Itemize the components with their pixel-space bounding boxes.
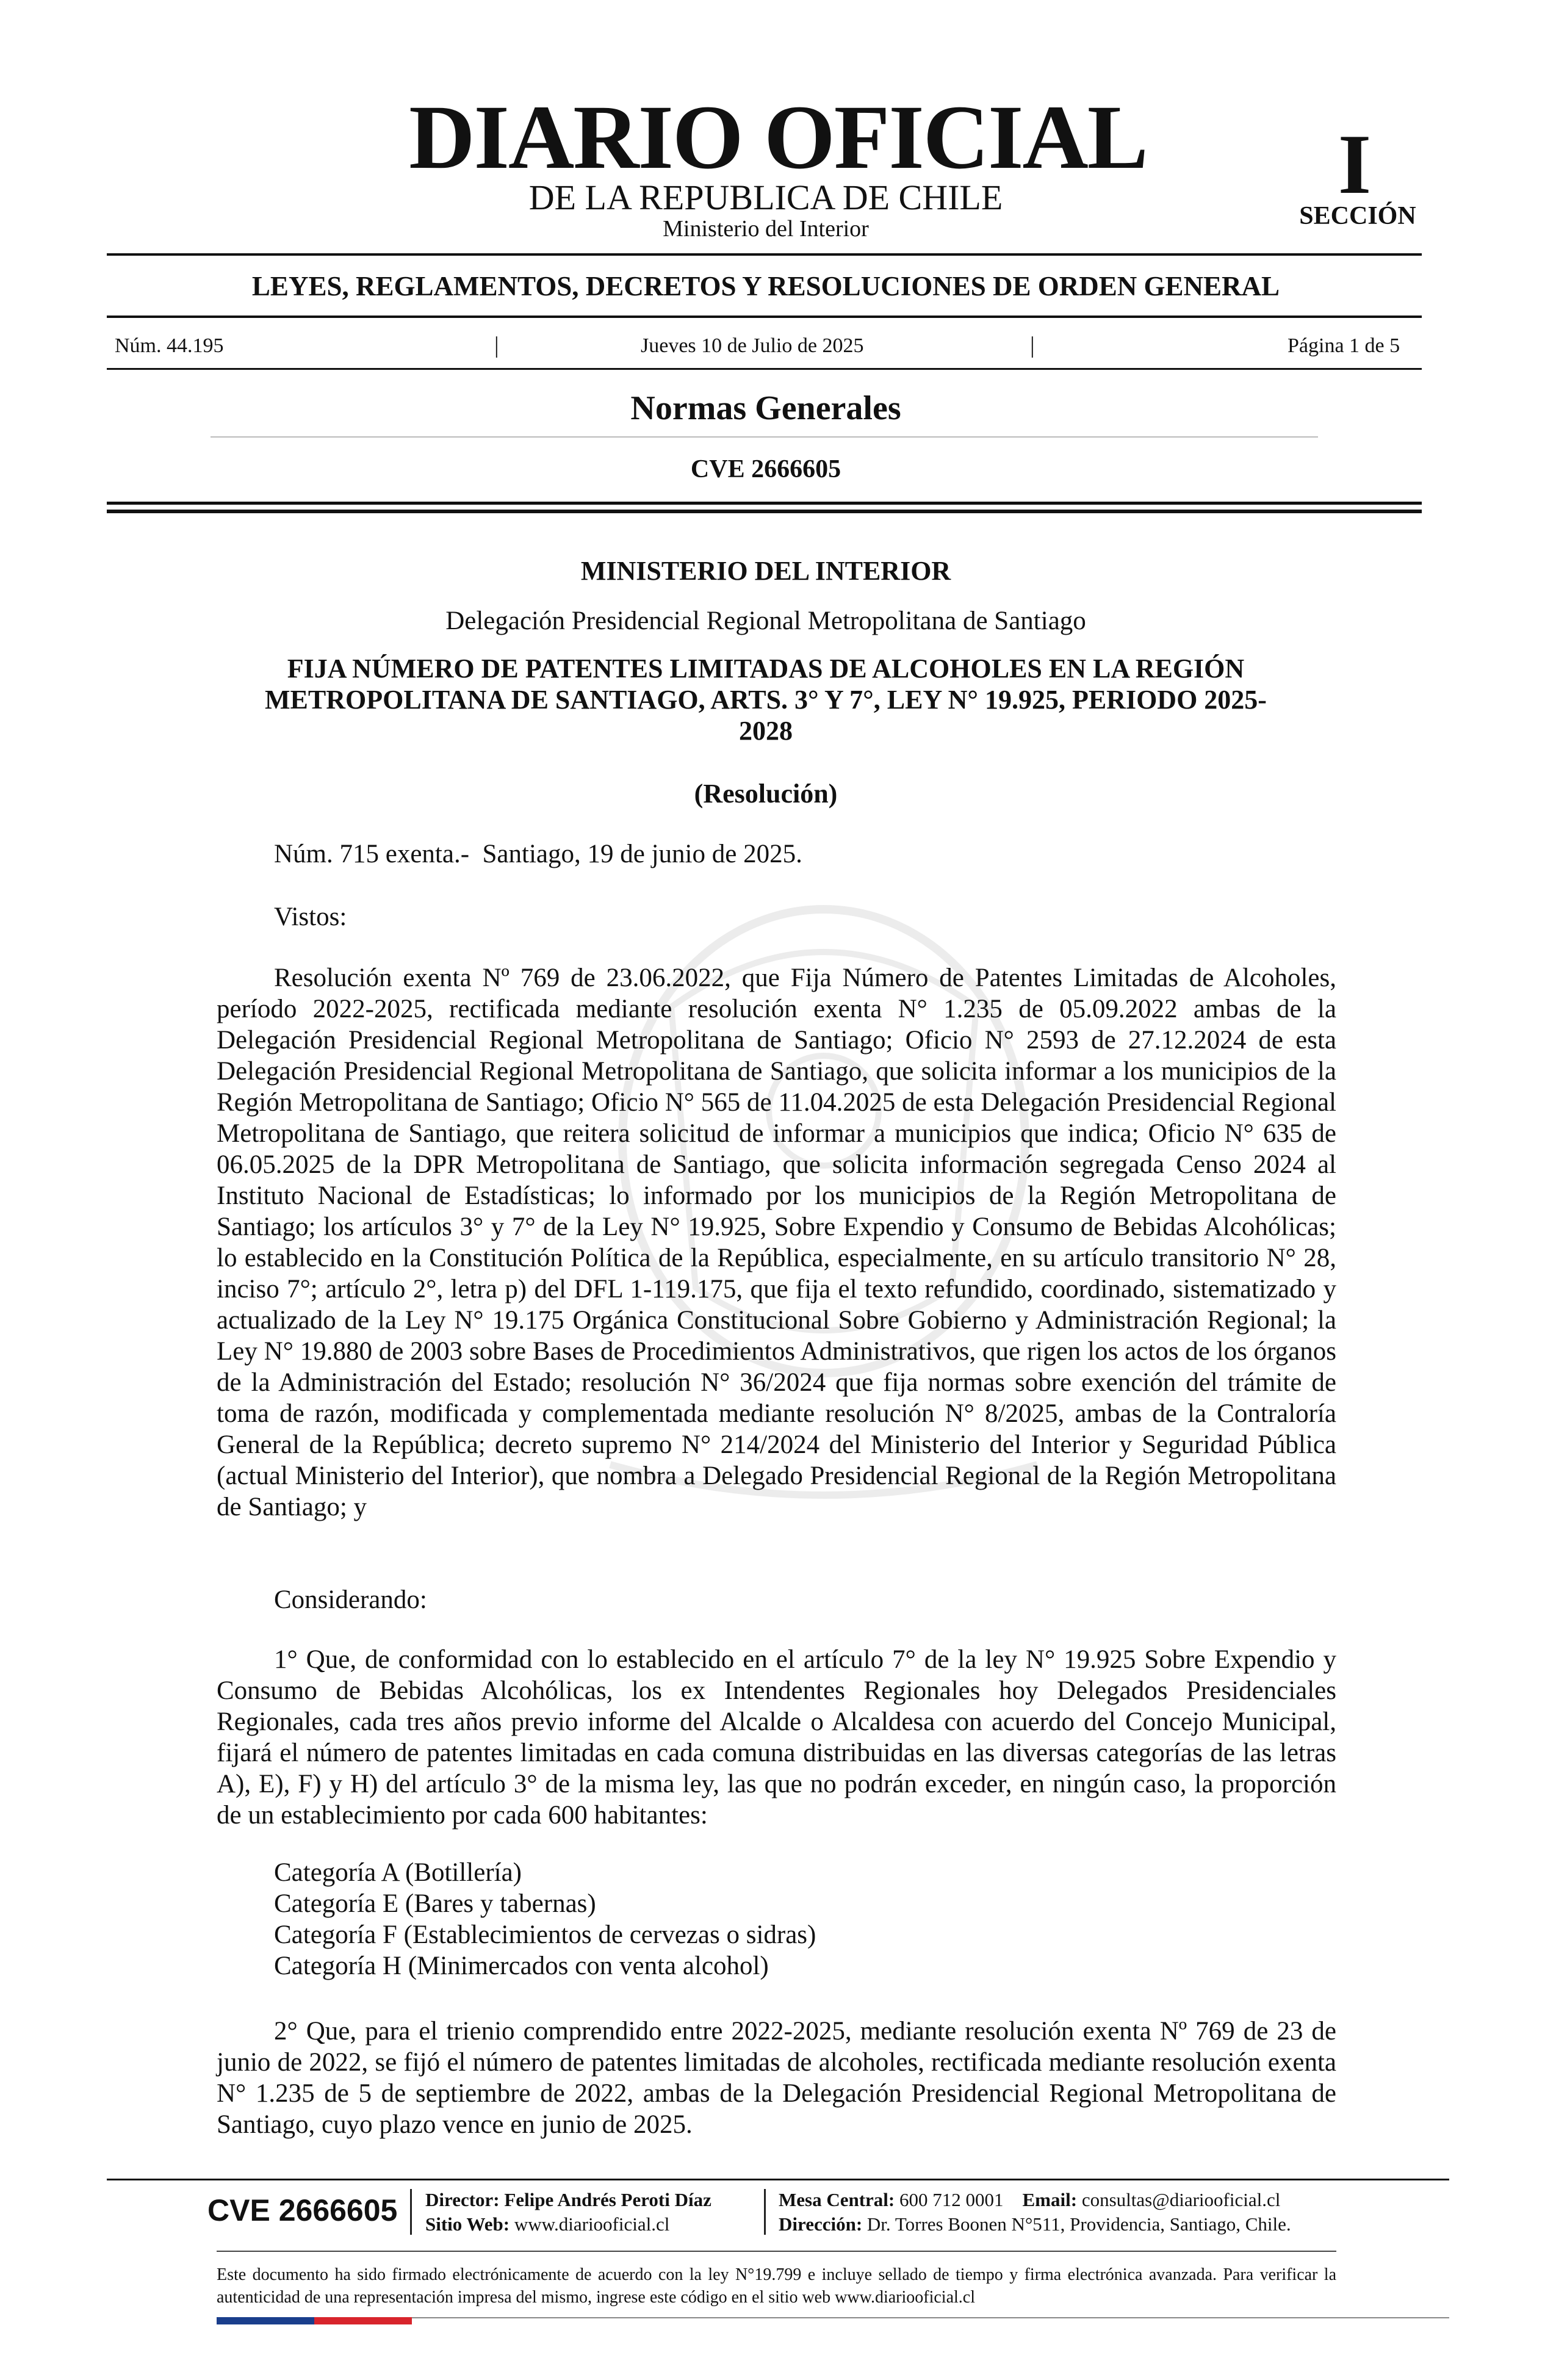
website-link[interactable]: www.diariooficial.cl	[514, 2213, 670, 2235]
phone-label: Mesa Central:	[779, 2189, 895, 2210]
considerando-label: Considerando:	[274, 1585, 427, 1614]
meta-separator: |	[494, 333, 499, 358]
footer-separator	[410, 2189, 412, 2235]
footer-cve-code: CVE 2666605	[207, 2193, 398, 2227]
footer-separator	[764, 2189, 766, 2235]
page-indicator: Página 1 de 5	[1288, 334, 1400, 357]
section-label: SECCIÓN	[1299, 202, 1416, 230]
email-label: Email:	[1022, 2189, 1078, 2210]
newspaper-title: DIARIO OFICIAL	[409, 87, 1147, 188]
footer-director-block	[425, 2188, 711, 2237]
web-label: Sitio Web:	[425, 2213, 510, 2235]
category-list	[274, 1857, 816, 1982]
double-rule-bottom	[107, 510, 1422, 513]
meta-separator: |	[1030, 333, 1035, 358]
delegation-heading: Delegación Presidencial Regional Metropolitana de Santiago	[445, 607, 1086, 635]
footer-contact-block	[779, 2188, 1291, 2237]
director-label: Director:	[425, 2189, 500, 2210]
meta-divider	[107, 368, 1422, 370]
vistos-label: Vistos:	[274, 903, 347, 931]
issue-date: Jueves 10 de Julio de 2025	[641, 334, 864, 357]
section-title: Normas Generales	[630, 389, 901, 427]
list-item: Categoría F (Establecimientos de cervezas o sidras)	[274, 1920, 816, 1949]
masthead-divider	[107, 253, 1422, 256]
address-label: Dirección:	[779, 2213, 863, 2235]
resolution-number: Núm. 715 exenta.- Santiago, 19 de junio de 2025.	[274, 840, 802, 868]
list-item: Categoría A (Botillería)	[274, 1858, 522, 1887]
newspaper-ministry: Ministerio del Interior	[663, 216, 869, 242]
director-name: Felipe Andrés Peroti Díaz	[504, 2189, 711, 2210]
heading-divider	[107, 316, 1422, 318]
email-link[interactable]: consultas@diariooficial.cl	[1081, 2189, 1281, 2210]
section-number: I	[1338, 117, 1372, 212]
footer-mid-rule	[217, 2251, 1336, 2252]
vistos-paragraph: Resolución exenta Nº 769 de 23.06.2022, que Fija Número de Patentes Limitadas de Alcoholes, período 2022-2025, rectificada mediante resolución exenta N° 1.235 de 05.09.2022 ambas de la Delegación Presidencial Regional Metropolitana de Santiago; Oficio N° 2593 de 27.12.2024 de esta Delegación Presidencial Regional Metropolitana de Santiago, que solicita informar a los municipios de la Región Metropolitana de Santiago; Oficio N° 565 de 11.04.2025 de esta Delegación Presidencial Regional Metropolitana de Santiago, que reitera solicitud de informar a municipios que indica; Oficio N° 635 de 06.05.2025 de la DPR Metropolitana de Santiago, que solicita información segregada Censo 2024 al Instituto Nacional de Estadísticas; lo informado por los municipios de la Región Metropolitana de Santiago; los artículos 3° y 7° de la Ley N° 19.925, Sobre Expendio y Consumo de Bebidas Alcohólicas; lo establecido en la Constitución Política de la República, especialmente, en su artículo transitorio N° 28, inciso 7°; artículo 2°, letra p) del DFL 1-119.175, que fija el texto refundido, coordinado, sistematizado y actualizado de la Ley N° 19.175 Orgánica Constitucional Sobre Gobierno y Administración Regional; la Ley N° 19.880 de 2003 sobre Bases de Procedimientos Administrativos, que rigen los actos de los órganos de la Administración del Estado; resolución N° 36/2024 que fija normas sobre exención del trámite de toma de razón, modificada y complementada mediante resolución N° 8/2025, ambas de la Contraloría General de la República; decreto supremo N° 214/2024 del Ministerio del Interior y Seguridad Pública (actual Ministerio del Interior), que nombra a Delegado Presidencial Regional de la Región Metropolitana de Santiago; y	[217, 964, 1336, 1521]
list-item: Categoría H (Minimercados con venta alcohol)	[274, 1952, 769, 1980]
laws-heading: LEYES, REGLAMENTOS, DECRETOS Y RESOLUCIONES DE ORDEN GENERAL	[251, 271, 1280, 301]
considerando-paragraph-1: 1° Que, de conformidad con lo establecido en el artículo 7° de la ley N° 19.925 Sobre Expendio y Consumo de Bebidas Alcohólicas, los ex Intendentes Regionales hoy Delegados Presidenciales Regionales, cada tres años previo informe del Alcalde o Alcaldesa con acuerdo del Concejo Municipal, fijará el número de patentes limitadas en cada comuna distribuidas en las diversas categorías de las letras A), E), F) y H) del artículo 3° de la misma ley, las que no podrán exceder, en ningún caso, la proporción de un establecimiento por cada 600 habitantes:	[217, 1645, 1336, 1830]
legal-notice: Este documento ha sido firmado electrónicamente de acuerdo con la ley N°19.799 e incluye sellado de tiempo y firma electrónica avanzada. Para verificar la autenticidad de una representación impresa del mismo, ingrese este código en el sitio web www.diariooficial.cl	[217, 2265, 1336, 2307]
cve-code: CVE 2666605	[690, 455, 841, 483]
newspaper-subtitle: DE LA REPUBLICA DE CHILE	[528, 178, 1003, 217]
flag-stripe-red	[314, 2317, 412, 2324]
address: Dr. Torres Boonen N°511, Providencia, Santiago, Chile.	[866, 2213, 1291, 2235]
considerando-paragraph-2: 2° Que, para el trienio comprendido entre 2022-2025, mediante resolución exenta Nº 769 de 23 de junio de 2022, se fijó el número de patentes limitadas de alcoholes, rectificada mediante resolución exenta N° 1.235 de 5 de septiembre de 2022, ambas de la Delegación Presidencial Regional Metropolitana de Santiago, cuyo plazo vence en junio de 2025.	[217, 2017, 1336, 2139]
double-rule-top	[107, 502, 1422, 505]
list-item: Categoría E (Bares y tabernas)	[274, 1889, 596, 1918]
document-type: (Resolución)	[694, 779, 838, 809]
phone-number: 600 712 0001	[899, 2189, 1004, 2210]
document-title: FIJA NÚMERO DE PATENTES LIMITADAS DE ALCOHOLES EN LA REGIÓN METROPOLITANA DE SANTIAGO, ARTS. 3° Y 7°, LEY N° 19.925, PERIODO 2025-2028	[265, 654, 1267, 746]
ministry-heading: MINISTERIO DEL INTERIOR	[580, 556, 951, 586]
issue-number: Núm. 44.195	[115, 334, 224, 357]
flag-stripe-blue	[217, 2317, 314, 2324]
footer-top-rule	[107, 2179, 1449, 2180]
section-title-underline	[211, 436, 1318, 438]
